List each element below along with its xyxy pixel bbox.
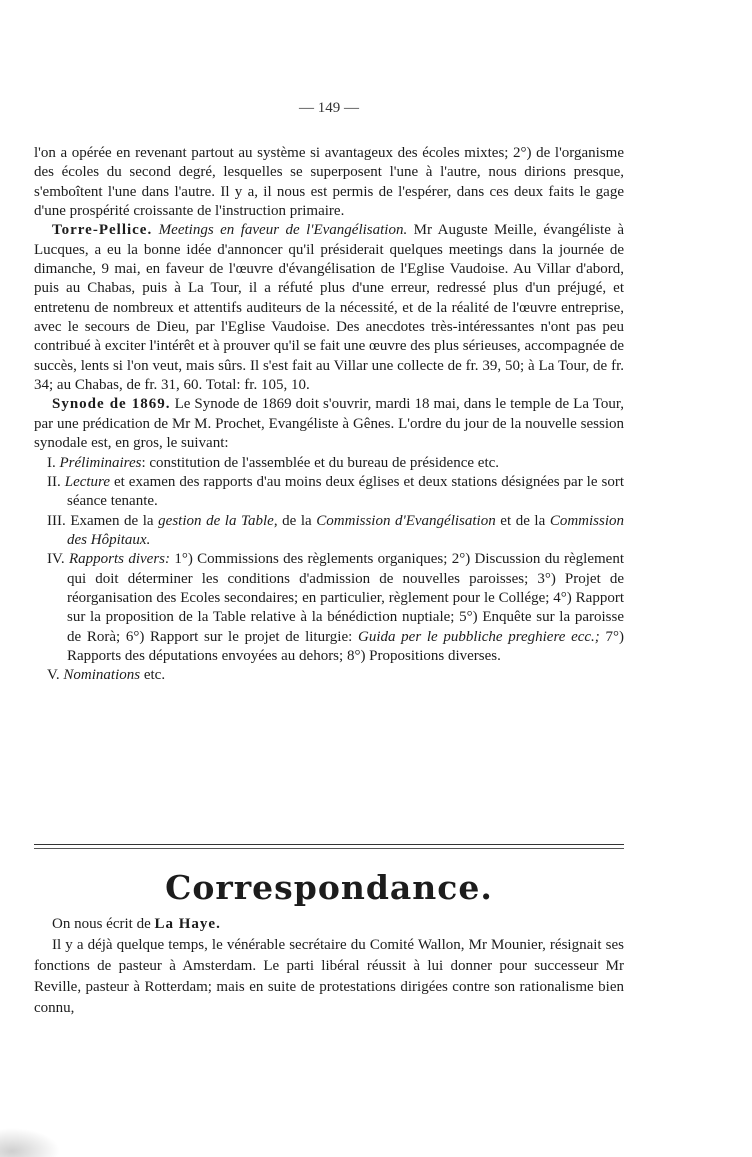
paragraph-torre-pellice xyxy=(34,221,624,395)
item-title: Lecture xyxy=(64,473,110,490)
item-text: et de la xyxy=(495,512,550,529)
article-body xyxy=(34,144,624,686)
paragraph-synode xyxy=(34,395,624,453)
item-title: Rapports divers: xyxy=(69,551,170,568)
item-text: , de la xyxy=(273,512,317,529)
page-smudge xyxy=(0,1128,60,1157)
correspondence-intro xyxy=(34,914,624,935)
item-text: et examen des rapports d'au moins deux églises et deux stations désignées par le sort séance tenante. xyxy=(67,473,624,510)
item-number: II. xyxy=(47,473,61,490)
intro-place: La Haye. xyxy=(154,916,221,932)
item-text: etc. xyxy=(140,667,166,684)
item-number: IV. xyxy=(47,551,65,568)
item-title: Commission d'Evangélisation xyxy=(316,512,496,529)
item-title: Préliminaires xyxy=(59,454,142,471)
agenda-item-3 xyxy=(34,512,624,551)
item-number: III. xyxy=(47,512,66,529)
correspondence-body xyxy=(34,914,624,1019)
torre-pellice-heading: Torre-Pellice. xyxy=(52,222,153,239)
agenda-item-2 xyxy=(34,473,624,512)
torre-pellice-text: Mr Auguste Meille, évangéliste à Lucques, a eu la bonne idée d'annoncer qu'il présiderait quelques meetings dans la journée de dimanche, 9 mai, en faveur de l'œuvre d'évangélisation de l'Eglise Vaudoise. Au Villar d'abord, puis au Chabas, puis à La Tour, il a réfuté plus d'une erreur, redressé plus d'un préjugé, et entretenu de nombreux et attentifs auditeurs de la nécessité, et de la réalité de l'œuvre entreprise, avec le secours de Dieu, par l'Eglise Vaudoise. Des anecdotes très-intéressantes n'ont pas peu contribué à exciter l'intérêt et à prouver qu'il se fait une œuvre des plus sérieuses, accompagnée de succès, lents si l'on veut, mais sûrs. Il s'est fait au Villar une collecte de fr. 39, 50; à La Tour, de fr. 34; au Chabas, de fr. 31, 60. Total: fr. 105, 10. xyxy=(34,222,624,394)
agenda-item-1 xyxy=(34,454,624,473)
item-text: 1°) Commissions des règlements organiques; 2°) Discussion du règlement qui doit déterminer les conditions d'admission de nouvelles paroisses; 3°) Projet de réorganisation des Ecoles secondaires; en particulier, règlement pour le Collége; 4°) Rapport sur la proposition de la Table relative à la bénédiction nuptiale; 5°) Enquête sur la paroisse de Rorà; 6°) Rapport sur le projet de liturgie: xyxy=(67,551,625,645)
item-title: Commission des Hôpitaux. xyxy=(67,512,625,548)
agenda-item-5 xyxy=(34,666,624,685)
item-title: gestion de la Table xyxy=(158,512,274,529)
synode-text: Le Synode de 1869 doit s'ouvrir, mardi 18 mai, dans le temple de La Tour, par une prédication de Mr M. Prochet, Evangéliste à Gênes. L'ordre du jour de la nouvelle session synodale est, en gros, le suivant: xyxy=(34,396,625,452)
item-number: V. xyxy=(47,667,60,684)
item-text: Examen de la xyxy=(65,512,159,529)
correspondence-text: Il y a déjà quelque temps, le vénérable secrétaire du Comité Wallon, Mr Mounier, résignait ses fonctions de pasteur à Amsterdam. Le parti libéral réussit à lui donner pour successeur Mr Reville, pasteur à Rotterdam; mais en suite de protestations dirigées contre son rationalisme bien connu, xyxy=(34,937,624,1016)
section-divider xyxy=(34,844,624,849)
section-heading: Correspondance. xyxy=(165,868,493,907)
paragraph-schools: l'on a opérée en revenant partout au système si avantageux des écoles mixtes; 2°) de l'organisme des écoles du second degré, lesquelles se superposent l'une à l'autre, nous dirions presque, s'emboîtent l'une dans l'autre. Il y a, il nous est permis de l'espérer, dans ces deux faits le gage d'une prospérité croissante de l'instruction primaire. xyxy=(34,145,624,220)
synode-heading: Synode de 1869. xyxy=(52,396,171,413)
item-title: Guida per le pubbliche preghiere ecc.; xyxy=(357,628,600,645)
item-text: 7°) Rapports des députations envoyées au dehors; 8°) Propositions diverses. xyxy=(67,628,624,664)
item-title: Nominations xyxy=(63,667,141,684)
item-text: : constitution de l'assemblée et du bureau de présidence etc. xyxy=(141,454,500,471)
intro-text: On nous écrit de xyxy=(52,916,155,932)
item-number: I. xyxy=(47,454,56,471)
page-number: — 149 — xyxy=(299,100,359,116)
agenda-item-4 xyxy=(34,550,624,666)
torre-pellice-title: Meetings en faveur de l'Evangélisation. xyxy=(158,222,408,239)
